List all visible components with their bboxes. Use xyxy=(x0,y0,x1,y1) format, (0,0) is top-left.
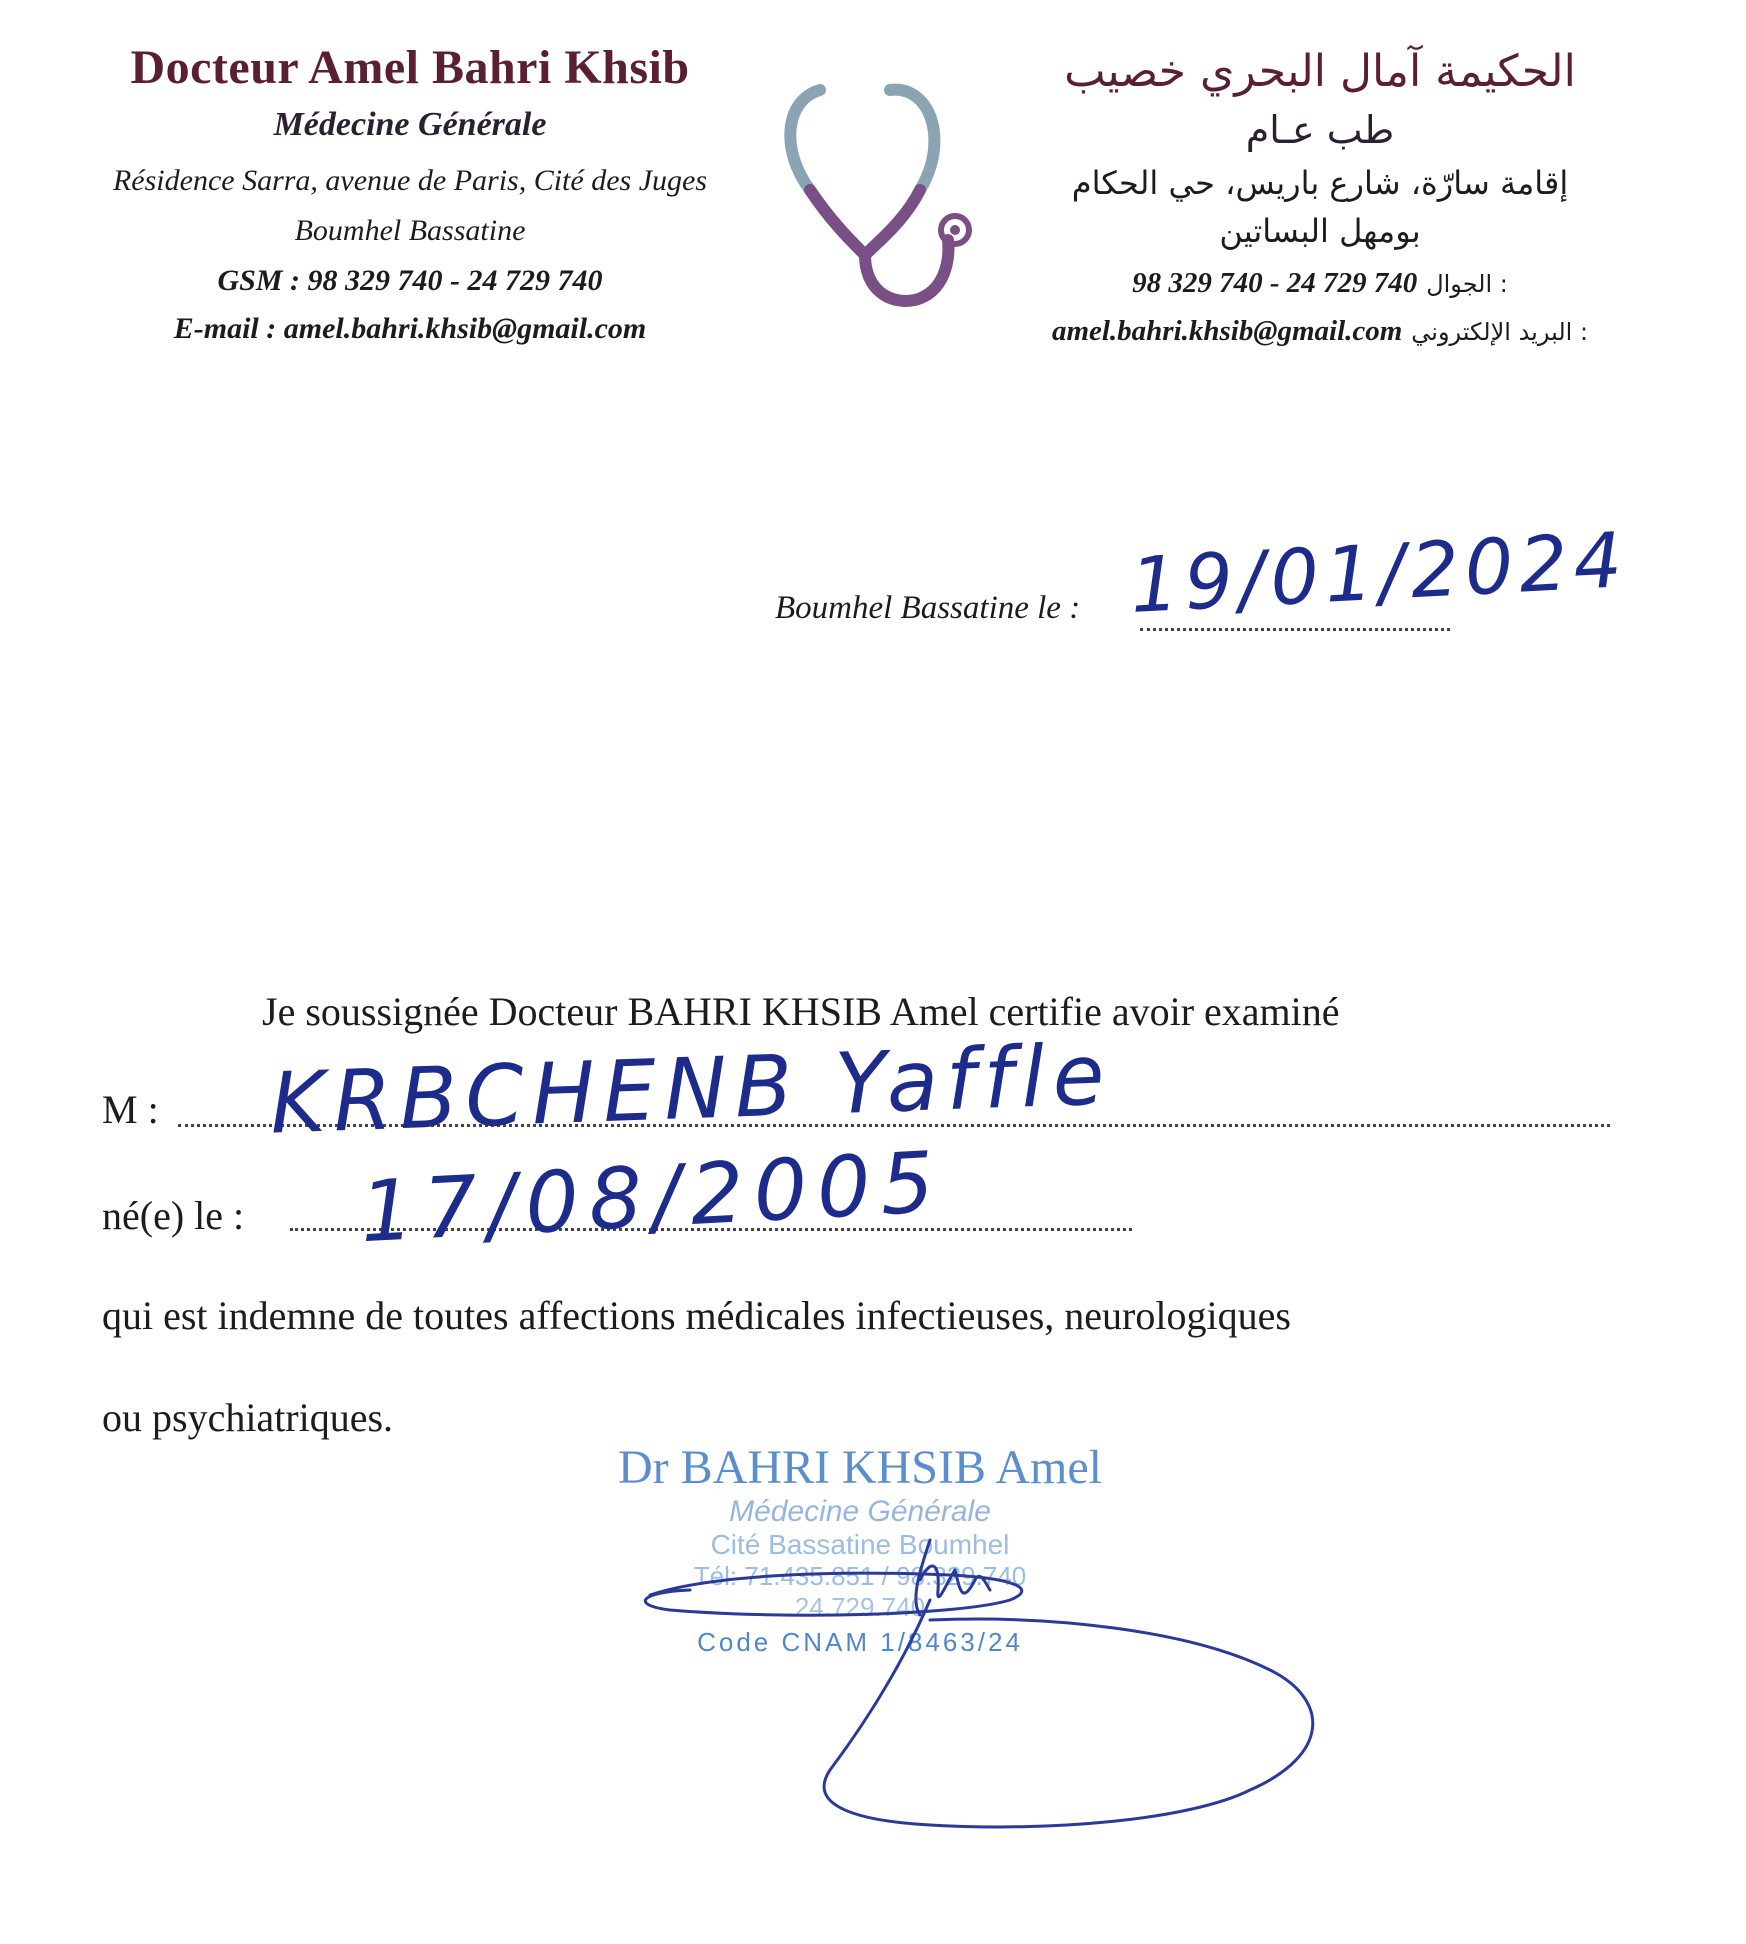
certificate-intro: Je soussignée Docteur BAHRI KHSIB Amel certifie avoir examiné xyxy=(262,989,1340,1034)
stamp-name: Dr BAHRI KHSIB Amel xyxy=(617,1441,1102,1494)
date-dotted-line xyxy=(1140,628,1450,631)
address-line-1-arabic: إقامة سارّة، شارع باريس، حي الحكام xyxy=(1071,164,1569,202)
email-address: E-mail : amel.bahri.khsib@gmail.com xyxy=(173,312,647,345)
stamp-cnam-code: Code CNAM 1/8463/24 xyxy=(697,1627,1023,1657)
handwritten-patient-name: KRBCHENB Yaffle xyxy=(268,1025,1114,1153)
certificate-statement-end: ou psychiatriques. xyxy=(102,1395,394,1440)
handwritten-birthdate: 17/08/2005 xyxy=(357,1132,947,1262)
handwritten-date: 19/01/2024 xyxy=(1128,515,1631,630)
doctor-specialty-arabic: طب عـام xyxy=(1245,108,1395,152)
birthdate-label: né(e) le : xyxy=(102,1193,245,1238)
email-arabic xyxy=(1000,314,1640,348)
stamp-phone: Tél: 71.435.851 / 98.329.740 xyxy=(693,1561,1027,1591)
phone-value: 98 329 740 - 24 729 740 xyxy=(1132,267,1418,299)
stamp-specialty: Médecine Générale xyxy=(729,1495,991,1528)
email-label-arabic: البريد الإلكتروني : xyxy=(1411,318,1589,346)
signature-icon xyxy=(630,1520,1390,1860)
address-line-2-arabic: بومهل البساتين xyxy=(1219,212,1421,250)
email-value: amel.bahri.khsib@gmail.com xyxy=(1051,315,1403,347)
stamp-city: Cité Bassatine Boumhel xyxy=(710,1529,1010,1560)
phone-label-arabic: الجوال : xyxy=(1426,270,1508,298)
stethoscope-heart-icon xyxy=(780,80,1000,310)
phone-numbers: GSM : 98 329 740 - 24 729 740 xyxy=(217,264,603,297)
stamp-phone-2: 24.729.740 xyxy=(794,1592,926,1622)
doctor-name-arabic: الحكيمة آمال البحري خصيب xyxy=(1064,46,1576,97)
phone-arabic xyxy=(1000,266,1640,300)
doctor-name: Docteur Amel Bahri Khsib xyxy=(130,41,690,94)
certificate-statement: qui est indemne de toutes affections médicales infectieuses, neurologiques xyxy=(102,1293,1291,1338)
date-label: Boumhel Bassatine le : xyxy=(775,590,1081,626)
address-line-2: Boumhel Bassatine xyxy=(294,214,526,247)
address-line-1: Résidence Sarra, avenue de Paris, Cité des Juges xyxy=(112,164,707,197)
patient-label: M : xyxy=(102,1087,159,1132)
doctor-specialty: Médecine Générale xyxy=(273,106,547,143)
